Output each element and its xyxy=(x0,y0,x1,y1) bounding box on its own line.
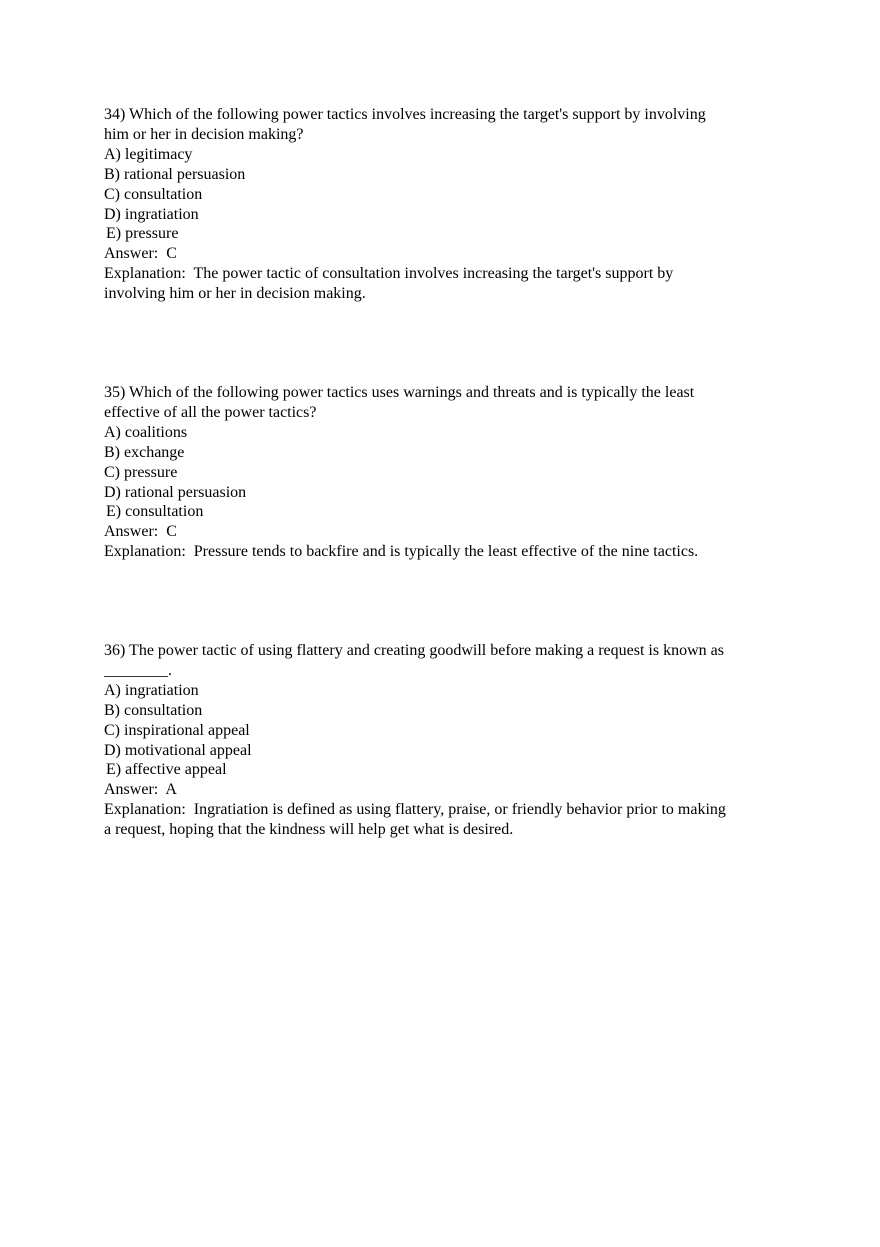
option-a: A) coalitions xyxy=(104,423,188,441)
option-e: E) affective appeal xyxy=(106,761,227,779)
option-d: D) ingratiation xyxy=(104,205,199,223)
answer: Answer: C xyxy=(104,523,177,541)
explanation-line: a request, hoping that the kindness will help get what is desired. xyxy=(104,821,514,839)
question-stem-line: ________. xyxy=(104,661,172,679)
explanation-line: Explanation: The power tactic of consultation involves increasing the target's support by xyxy=(104,265,674,283)
option-b: B) exchange xyxy=(104,443,185,461)
question-stem-line: 35) Which of the following power tactics uses warnings and threats and is typically the least xyxy=(104,384,695,401)
option-c: C) pressure xyxy=(104,463,178,481)
answer: Answer: A xyxy=(104,781,177,799)
question-stem-line: him or her in decision making? xyxy=(104,125,304,143)
option-a: A) legitimacy xyxy=(104,145,193,163)
question-35 xyxy=(104,383,784,562)
option-e: E) pressure xyxy=(106,225,179,243)
option-b: B) consultation xyxy=(104,701,203,719)
explanation-line: Explanation: Pressure tends to backfire and is typically the least effective of the nine tactics. xyxy=(104,543,699,561)
option-d: D) motivational appeal xyxy=(104,741,252,759)
option-c: C) inspirational appeal xyxy=(104,721,250,739)
option-e: E) consultation xyxy=(106,503,204,521)
question-34 xyxy=(104,105,784,304)
question-stem-line: effective of all the power tactics? xyxy=(104,403,317,421)
question-stem-line: 34) Which of the following power tactics involves increasing the target's support by involving xyxy=(104,106,706,123)
option-a: A) ingratiation xyxy=(104,681,199,699)
explanation-line: involving him or her in decision making. xyxy=(104,285,366,303)
option-d: D) rational persuasion xyxy=(104,483,247,501)
question-stem-line: 36) The power tactic of using flattery and creating goodwill before making a request is known as xyxy=(104,642,724,659)
option-b: B) rational persuasion xyxy=(104,165,246,183)
question-36 xyxy=(104,641,784,840)
explanation-line: Explanation: Ingratiation is defined as using flattery, praise, or friendly behavior prior to making xyxy=(104,801,726,819)
answer: Answer: C xyxy=(104,245,177,263)
option-c: C) consultation xyxy=(104,185,203,203)
